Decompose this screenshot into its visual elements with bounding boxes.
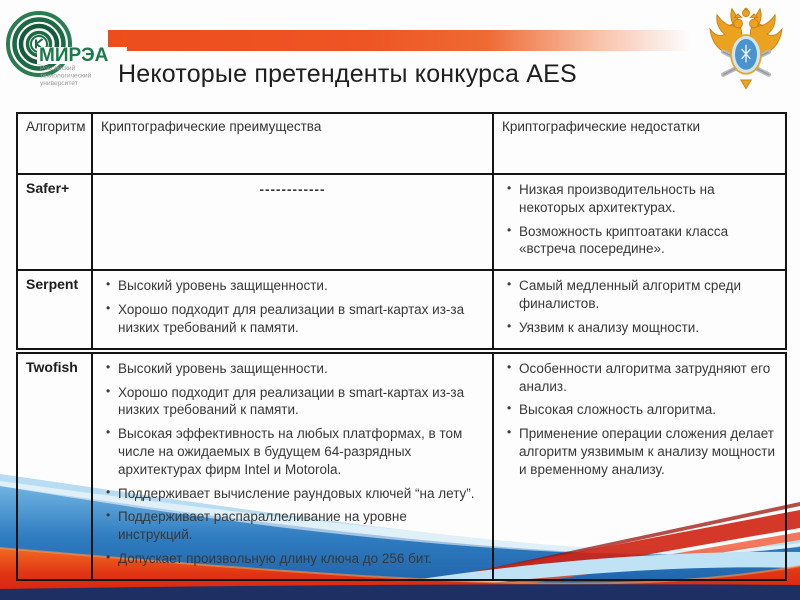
column-header-algorithm: Алгоритм <box>17 113 92 174</box>
bullet-item: • Хорошо подходит для реализации в smart-картах из-за низких требований к памяти. <box>118 384 484 420</box>
table-row <box>17 174 786 270</box>
table-header-row <box>17 113 786 174</box>
disadvantages-cell <box>493 351 786 580</box>
bullet-list <box>502 277 777 336</box>
disadvantages-cell <box>493 174 786 270</box>
bullet-item: • Низкая производительность на некоторых архитектурах. <box>519 181 777 217</box>
bullet-list <box>101 277 484 336</box>
bullet-item: • Самый медленный алгоритм среди финалистов. <box>519 277 777 313</box>
logo-subtitle <box>40 64 92 87</box>
svg-text:технологический: технологический <box>40 72 92 80</box>
bullet-item: • Возможность криптоатаки класса «встреча посередине». <box>519 223 777 259</box>
bullet-item: • Применение операции сложения делает алгоритм уязвимым к анализу мощности и временному анализу. <box>519 425 777 478</box>
bullet-item: • Высокая эффективность на любых платформах, в том числе на ожидаемых в будущем 64-разрядных архитектурах фирм Intel и Motorola. <box>118 425 484 478</box>
advantages-cell <box>92 270 493 350</box>
bullet-item: • Особенности алгоритма затрудняют его анализ. <box>519 360 777 396</box>
empty-placeholder-dashes: ------------ <box>259 182 326 197</box>
algorithm-name-cell: Twofish <box>17 351 92 580</box>
bullet-list <box>502 181 777 258</box>
svg-text:Российский: Российский <box>40 65 76 72</box>
accent-stripe <box>108 30 690 51</box>
svg-text:университет: университет <box>40 80 78 87</box>
bullet-item: • Поддерживает распараллеливание на уровне инструкций. <box>118 508 484 544</box>
bullet-item: • Хорошо подходит для реализации в smart-картах из-за низких требований к памяти. <box>118 301 484 337</box>
advantages-cell <box>92 351 493 580</box>
university-logo <box>4 4 134 96</box>
page-title: Некоторые претенденты конкурса AES <box>118 60 577 88</box>
column-header-disadvantages: Криптографические недостатки <box>493 113 786 174</box>
disadvantages-cell <box>493 270 786 350</box>
table-body <box>17 174 786 580</box>
advantages-cell <box>92 174 493 270</box>
bullet-item: • Высокий уровень защищенности. <box>118 360 484 378</box>
bullet-item: • Допускает произвольную длину ключа до 256 бит. <box>118 550 484 568</box>
bullet-list <box>101 360 484 568</box>
ministry-eagle-emblem-icon <box>702 6 790 94</box>
bullet-item: • Уязвим к анализу мощности. <box>519 319 777 337</box>
table-row <box>17 351 786 580</box>
bullet-item: • Высокий уровень защищенности. <box>118 277 484 295</box>
bullet-list <box>502 360 777 479</box>
algorithm-name-cell: Serpent <box>17 270 92 350</box>
bullet-item: • Поддерживает вычисление раундовых ключей “на лету”. <box>118 485 484 503</box>
bullet-item: • Высокая сложность алгоритма. <box>519 401 777 419</box>
algorithm-name-cell: Safer+ <box>17 174 92 270</box>
column-header-advantages: Криптографические преимущества <box>92 113 493 174</box>
table-row <box>17 270 786 350</box>
aes-candidates-table <box>16 112 787 581</box>
logo-acronym: МИРЭА <box>39 45 109 66</box>
